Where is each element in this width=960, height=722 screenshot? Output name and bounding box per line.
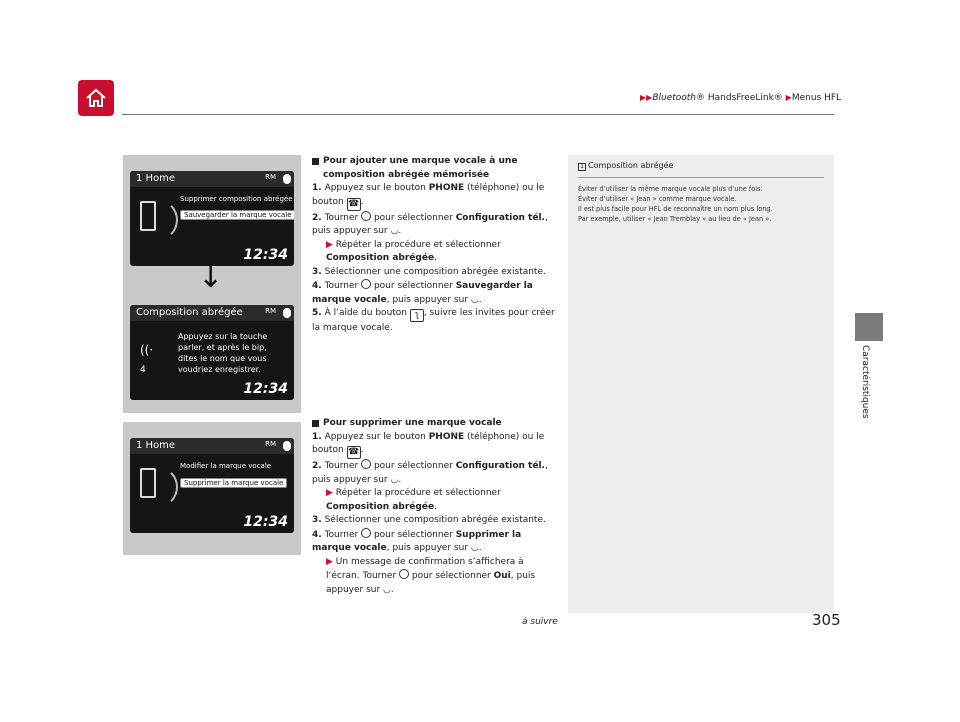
section-add-voice-tag bbox=[312, 155, 560, 336]
screen-illustration-panel-delete bbox=[123, 422, 301, 555]
section-heading: Pour supprimer une marque vocale bbox=[312, 417, 560, 431]
page-number: 305 bbox=[812, 611, 841, 629]
step-1: 1. Appuyez sur le bouton PHONE (téléphone) ou le bouton ☎. bbox=[312, 183, 545, 209]
speed-dial-index: 4 bbox=[140, 365, 146, 375]
breadcrumb-item-hfl[interactable]: ® HandsFreeLink® bbox=[696, 93, 783, 103]
step-3: 3. Sélectionner une composition abrégée existante. bbox=[312, 515, 546, 525]
selector-knob-icon bbox=[361, 279, 371, 289]
breadcrumb-item-bluetooth[interactable]: Bluetooth bbox=[652, 93, 697, 103]
screen-title: Composition abrégée bbox=[130, 305, 294, 321]
press-icon: ◡ bbox=[390, 474, 399, 485]
screen-title: 1 Home bbox=[130, 171, 294, 187]
press-icon: ◡ bbox=[383, 584, 391, 595]
note-line: Il est plus facile pour HFL de reconnaître un nom plus long. bbox=[578, 205, 773, 213]
chapter-tab[interactable] bbox=[855, 313, 883, 341]
chapter-tab-label: Caractéristiques bbox=[860, 345, 870, 419]
clock: 12:34 bbox=[243, 514, 288, 530]
menu-item-edit-voice-tag: Modifier la marque vocale bbox=[180, 462, 272, 470]
menu-item-delete-voice-tag: Supprimer la marque vocale bbox=[180, 478, 287, 488]
screen-illustration-panel-add bbox=[123, 155, 301, 413]
note-divider bbox=[578, 177, 824, 178]
note-panel bbox=[568, 155, 834, 613]
header-divider bbox=[122, 114, 834, 115]
display-screen-speed-dial bbox=[130, 305, 294, 400]
phone-button-icon: ☎ bbox=[347, 198, 360, 209]
home-icon bbox=[84, 86, 108, 110]
note-line: Éviter d’utiliser « Jean » comme marque vocale. bbox=[578, 195, 737, 203]
selector-knob-icon bbox=[361, 211, 371, 221]
breadcrumb-item-menus[interactable]: Menus HFL bbox=[791, 93, 842, 103]
screen-title: 1 Home bbox=[130, 438, 294, 454]
press-icon: ◡ bbox=[470, 294, 479, 305]
talk-icon: ((· bbox=[140, 343, 154, 357]
step-2: 2. Tourner pour sélectionner Configuration tél., puis appuyer sur ◡. bbox=[312, 212, 548, 236]
step-2-substep: ▶ Répéter la procédure et sélectionner Composition abrégée. bbox=[326, 488, 501, 512]
display-screen-home bbox=[130, 171, 294, 266]
step-5: 5. À l’aide du bouton ʅ , suivre les invites pour créer la marque vocale. bbox=[312, 308, 555, 333]
step-1: 1. Appuyez sur le bouton PHONE (téléphone) ou le bouton ☎. bbox=[312, 431, 545, 457]
section-delete-voice-tag bbox=[312, 417, 560, 597]
note-badge: 1 bbox=[578, 163, 586, 171]
arrow-down-icon: ↓ bbox=[198, 260, 224, 295]
step-2: 2. Tourner pour sélectionner Configuration tél., puis appuyer sur ◡. bbox=[312, 461, 548, 485]
menu-item-delete-speed-dial: Supprimer composition abrégée bbox=[180, 195, 293, 203]
press-icon: ◡ bbox=[390, 226, 399, 236]
continued-label: à suivre bbox=[522, 617, 558, 627]
signal-status-icon: RM bbox=[265, 173, 276, 181]
selector-knob-icon bbox=[399, 569, 409, 579]
step-4: 4. Tourner pour sélectionner Sauvegarder la marque vocale, puis appuyer sur ◡. bbox=[312, 281, 533, 305]
section-heading: Pour ajouter une marque vocale à une composition abrégée mémorisée bbox=[312, 155, 560, 182]
step-4-substep: ▶ Un message de confirmation s’affichera à l’écran. Tourner pour sélectionner Oui, puis appuyer sur ◡. bbox=[326, 556, 536, 595]
talk-button-icon: ʅ bbox=[410, 309, 424, 322]
step-2-substep: ▶ Répéter la procédure et sélectionner Composition abrégée. bbox=[326, 239, 501, 263]
note-line: Éviter d’utiliser la même marque vocale plus d’une fois. bbox=[578, 185, 763, 193]
selector-knob-icon bbox=[361, 528, 371, 538]
bluetooth-icon bbox=[283, 174, 291, 184]
clock: 12:34 bbox=[243, 247, 288, 263]
selector-knob-icon bbox=[361, 459, 371, 469]
signal-status-icon: RM bbox=[265, 440, 276, 448]
phone-button-icon: ☎ bbox=[347, 447, 360, 457]
menu-item-save-voice-tag: Sauvegarder la marque vocale bbox=[180, 210, 294, 220]
note-title: 1 Composition abrégée bbox=[578, 161, 824, 171]
display-screen-home-delete bbox=[130, 438, 294, 533]
voice-prompt-message: Appuyez sur la touche parler, et après le bip, dites le nom que vous voudriez enregistrer. bbox=[178, 332, 268, 374]
breadcrumb: ▶▶Bluetooth® HandsFreeLink® ▶Menus HFL bbox=[640, 93, 842, 103]
bluetooth-icon bbox=[283, 441, 291, 451]
phone-icon bbox=[140, 201, 156, 231]
step-3: 3. Sélectionner une composition abrégée existante. bbox=[312, 266, 546, 277]
home-button[interactable] bbox=[78, 80, 114, 116]
press-icon: ◡ bbox=[470, 543, 479, 553]
phone-icon bbox=[140, 468, 156, 498]
note-line: Par exemple, utiliser « Jean Tremblay » au lieu de « Jean ». bbox=[578, 215, 772, 223]
bluetooth-icon bbox=[283, 308, 291, 318]
step-4: 4. Tourner pour sélectionner Supprimer la marque vocale, puis appuyer sur ◡. bbox=[312, 529, 522, 553]
clock: 12:34 bbox=[243, 381, 288, 397]
signal-status-icon: RM bbox=[265, 307, 276, 315]
